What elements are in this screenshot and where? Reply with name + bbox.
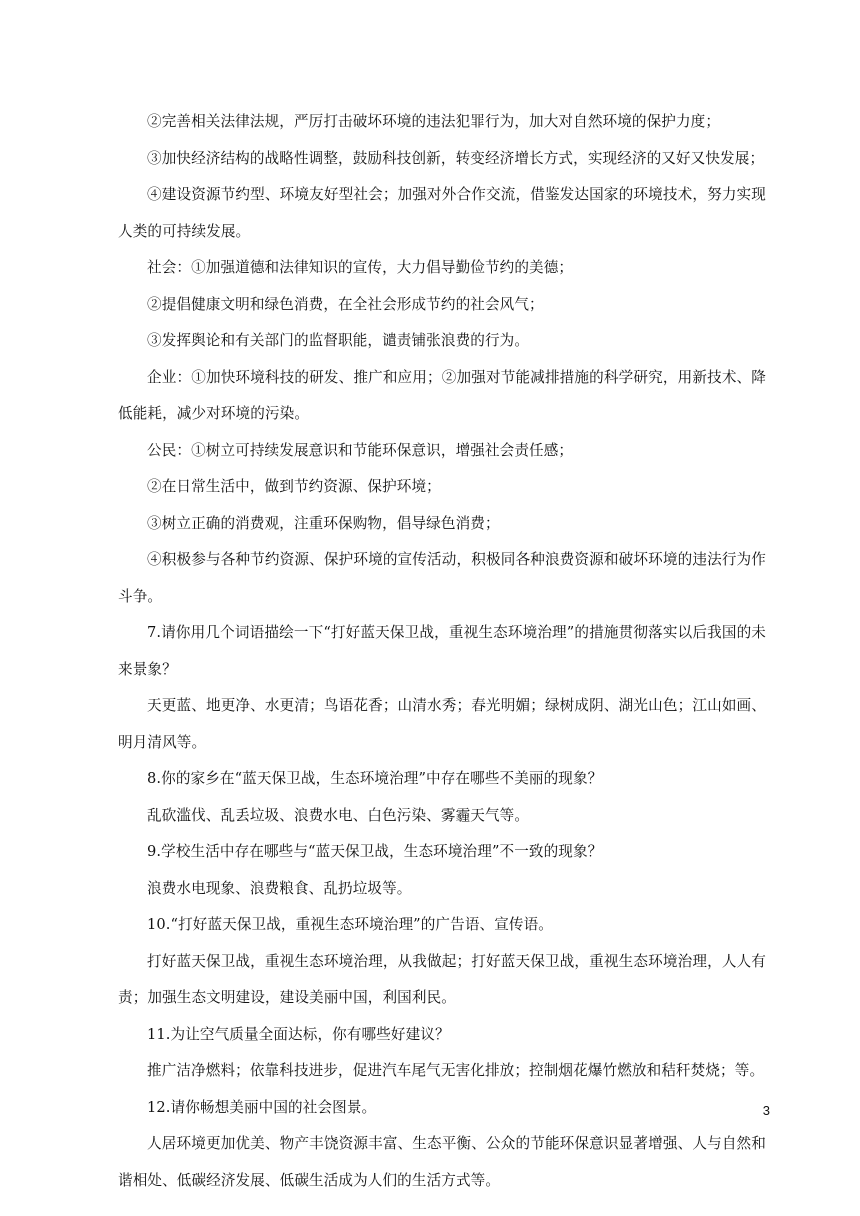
document-body	[118, 104, 766, 1199]
paragraph-measure-2: ②完善相关法律法规，严厉打击破坏环境的违法犯罪行为，加大对自然环境的保护力度；	[147, 113, 721, 130]
answer-11: 推广洁净燃料；依靠科技进步，促进汽车尾气无害化排放；控制烟花爆竹燃放和秸秆焚烧；等。	[147, 1062, 765, 1079]
question-9: 9.学校生活中存在哪些与“蓝天保卫战，生态环境治理”不一致的现象？	[147, 843, 603, 860]
question-10: 10.“打好蓝天保卫战，重视生态环境治理”的广告语、宣传语。	[147, 916, 553, 933]
page-number: 3	[762, 1103, 770, 1118]
question-8: 8.你的家乡在“蓝天保卫战，生态环境治理”中存在哪些不美丽的现象？	[147, 770, 603, 787]
paragraph-citizen-3: ③树立正确的消费观，注重环保购物，倡导绿色消费；	[147, 514, 500, 532]
paragraph-citizen-4: ④积极参与各种节约资源、保护环境的宣传活动，积极同各种浪费资源和破坏环境的违法行为作斗争。	[118, 551, 766, 605]
answer-10: 打好蓝天保卫战，重视生态环境治理，从我做起；打好蓝天保卫战，重视生态环境治理，人人有责；加强生态文明建设，建设美丽中国，利国利民。	[118, 952, 766, 1006]
answer-8: 乱砍滥伐、乱丢垃圾、浪费水电、白色污染、雾霾天气等。	[147, 806, 530, 824]
question-12: 12.请你畅想美丽中国的社会图景。	[147, 1098, 377, 1116]
paragraph-measure-4: ④建设资源节约型、环境友好型社会；加强对外合作交流，借鉴发达国家的环境技术，努力实现人类的可持续发展。	[118, 186, 766, 240]
answer-7: 天更蓝、地更净、水更清；鸟语花香；山清水秀；春光明媚；绿树成阴、湖光山色；江山如画、明月清风等。	[118, 697, 766, 751]
paragraph-citizen-1: 公民：①树立可持续发展意识和节能环保意识，增强社会责任感；	[147, 441, 574, 459]
question-11: 11.为让空气质量全面达标，你有哪些好建议？	[147, 1025, 450, 1043]
paragraph-enterprise: 企业：①加快环境科技的研发、推广和应用；②加强对节能减排措施的科学研究，用新技术、降低能耗，减少对环境的污染。	[118, 368, 766, 422]
paragraph-society-3: ③发挥舆论和有关部门的监督职能，谴责铺张浪费的行为。	[147, 332, 530, 349]
paragraph-measure-3: ③加快经济结构的战略性调整，鼓励科技创新，转变经济增长方式，实现经济的又好又快发展；	[147, 149, 765, 167]
paragraph-citizen-2: ②在日常生活中，做到节约资源、保护环境；	[147, 478, 441, 495]
answer-9: 浪费水电现象、浪费粮食、乱扔垃圾等。	[147, 879, 412, 897]
paragraph-society-2: ②提倡健康文明和绿色消费，在全社会形成节约的社会风气；	[147, 295, 544, 313]
paragraph-society-1: 社会：①加强道德和法律知识的宣传，大力倡导勤俭节约的美德；	[147, 259, 574, 276]
question-7: 7.请你用几个词语描绘一下“打好蓝天保卫战，重视生态环境治理”的措施贯彻落实以后我国的未来景象？	[118, 624, 766, 678]
answer-12: 人居环境更加优美、物产丰饶资源丰富、生态平衡、公众的节能环保意识显著增强、人与自然和谐相处、低碳经济发展、低碳生活成为人们的生活方式等。	[118, 1135, 766, 1189]
